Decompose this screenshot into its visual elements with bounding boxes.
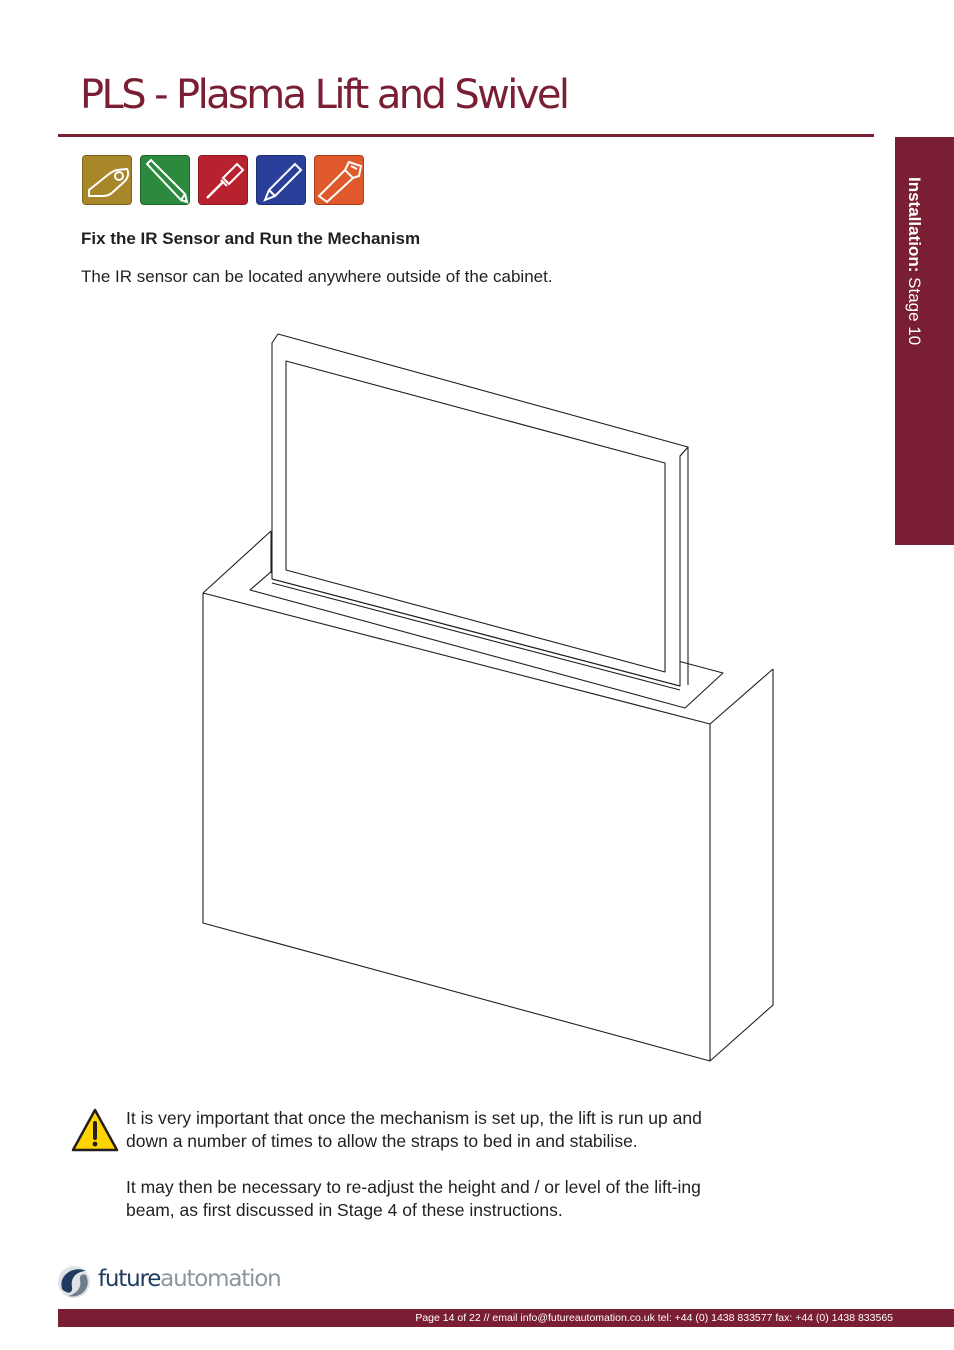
tool-pencil xyxy=(256,155,306,205)
logo-wordmark: futureautomation xyxy=(98,1266,281,1292)
section-intro: The IR sensor can be located anywhere outside of the cabinet. xyxy=(81,267,553,286)
tool-tape-measure xyxy=(82,155,132,205)
section-tab-label: Installation: Stage 10 xyxy=(905,177,924,346)
future-automation-logo-icon xyxy=(56,1263,94,1301)
allen-key-icon xyxy=(141,156,191,206)
section-heading: Fix the IR Sensor and Run the Mechanism xyxy=(81,229,421,248)
page-title: PLS - Plasma Lift and Swivel xyxy=(80,72,568,118)
tape-measure-icon xyxy=(83,156,133,206)
tv-lift-cabinet-drawing xyxy=(195,325,785,1070)
tool-allen-key xyxy=(140,155,190,205)
section-tab xyxy=(895,137,954,545)
warning-paragraph-2: It may then be necessary to re-adjust the height and / or level of the lift-ing beam, as first discussed in Stage 4 of these instructions. xyxy=(126,1177,701,1220)
pencil-icon xyxy=(257,156,307,206)
warning-note xyxy=(126,1107,746,1245)
warning-triangle-icon xyxy=(71,1107,119,1153)
footer-contact: Page 14 of 22 // email info@futureautomation.co.uk tel: +44 (0) 1438 833577 fax: +44 (0) 1438 833565 xyxy=(415,1312,893,1324)
tool-saw xyxy=(314,155,364,205)
company-logo xyxy=(56,1263,281,1306)
saw-icon xyxy=(315,156,365,206)
warning-paragraph-1: It is very important that once the mechanism is set up, the lift is run up and down a number of times to allow the straps to bed in and stabilise. xyxy=(126,1108,702,1151)
footer-bar xyxy=(58,1309,954,1327)
screwdriver-icon xyxy=(199,156,249,206)
title-divider xyxy=(58,134,874,137)
tool-screwdriver xyxy=(198,155,248,205)
